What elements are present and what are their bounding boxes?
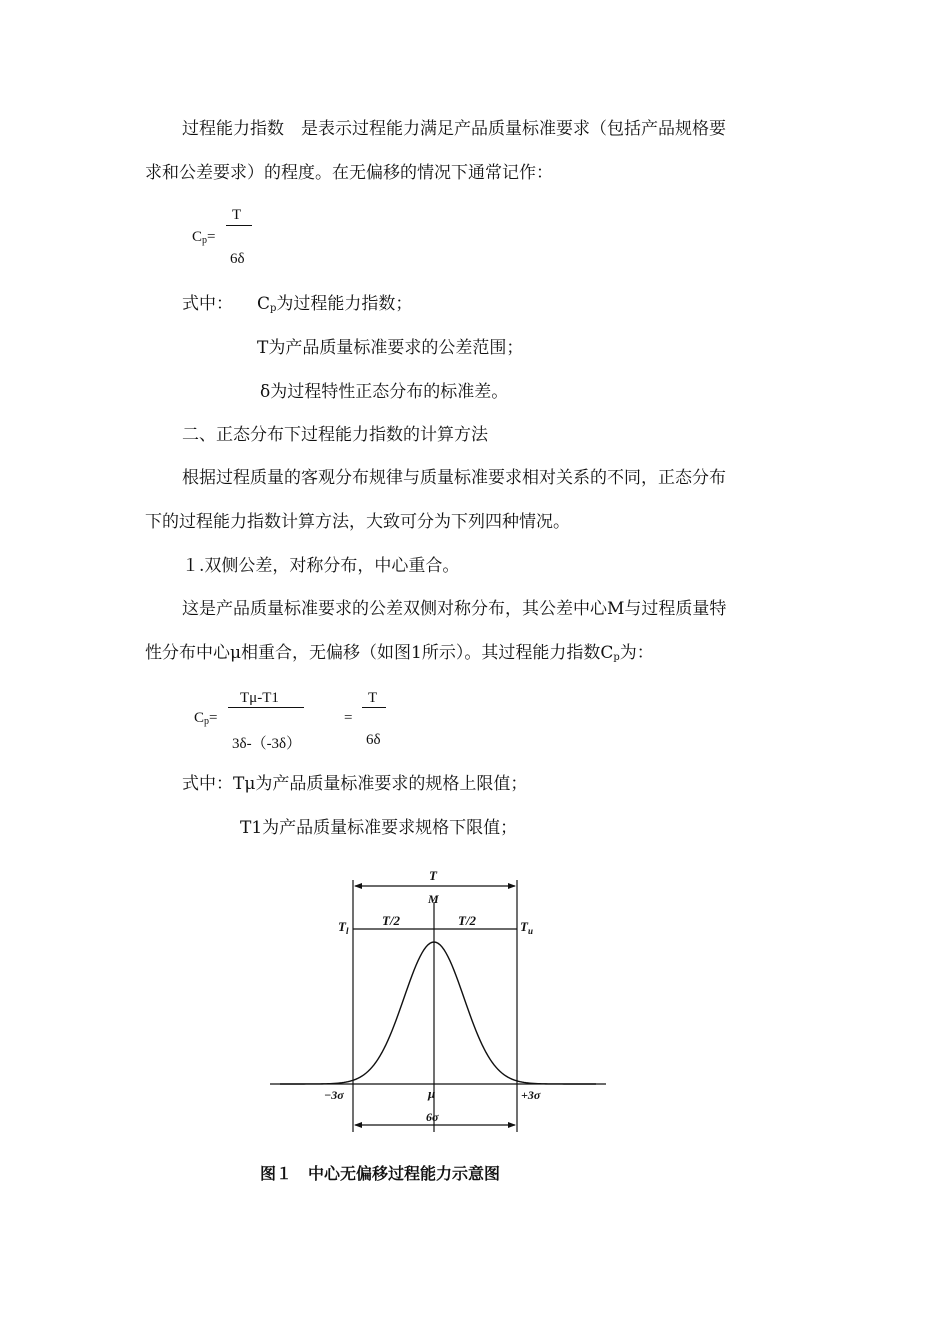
- cp-sub: p: [204, 716, 210, 727]
- where1-cp-text: 为过程能力指数；: [276, 294, 413, 314]
- where1-t: T为产品质量标准要求的公差范围；: [257, 338, 524, 358]
- case1-heading: １.双侧公差，对称分布，中心重合。: [182, 556, 460, 576]
- formula-1: [190, 205, 270, 265]
- cp-sub: p: [613, 652, 620, 663]
- fig-label-T: T: [429, 868, 437, 883]
- fig-label-T1-sub: l: [345, 926, 349, 936]
- fig-label-T1-base: T: [338, 919, 346, 934]
- formula2-lhs: $C_p=$: [194, 710, 218, 727]
- cp-base: C: [192, 229, 203, 245]
- formula2-numerator: Tμ-T1: [240, 690, 279, 706]
- para3-line2-suffix: 为：: [619, 643, 654, 663]
- formula2-fraction-bar: [228, 707, 304, 708]
- fig-label-half-left: T/2: [382, 913, 401, 928]
- fig-label-T1: [338, 919, 349, 936]
- fig-label-minus3s: −3σ: [324, 1088, 344, 1102]
- para2-line1: 根据过程质量的客观分布规律与质量标准要求相对关系的不同，正态分布: [182, 468, 726, 488]
- fig-label-mu: μ: [428, 1086, 436, 1101]
- formula1-lhs: $C_p=$: [192, 229, 216, 246]
- para3-line1: 这是产品质量标准要求的公差双侧对称分布，其公差中心M与过程质量特: [182, 599, 727, 619]
- formula1-denominator: 6δ: [230, 251, 245, 267]
- cp-sub: p: [202, 235, 208, 246]
- normal-curve: [280, 942, 596, 1084]
- fig-label-Tu-base: T: [520, 919, 528, 934]
- cp-base: C: [194, 710, 205, 726]
- para3-line2: [145, 642, 654, 669]
- fig-label-Tu: [520, 919, 533, 936]
- para1-line1: 过程能力指数 是表示过程能力满足产品质量标准要求（包括产品规格要: [182, 119, 726, 139]
- where1-label: 式中：: [182, 294, 233, 314]
- section-heading: 二、正态分布下过程能力指数的计算方法: [182, 425, 488, 445]
- cp-sub: p: [270, 303, 277, 314]
- fig-label-M: M: [428, 892, 439, 906]
- fig-label-6s: 6σ: [426, 1110, 439, 1124]
- formula-2: [192, 688, 412, 750]
- fig-label-Tu-sub: u: [527, 926, 533, 936]
- formula2-numerator-2: T: [368, 690, 378, 706]
- para1-line2: 求和公差要求）的程度。在无偏移的情况下通常记作：: [145, 163, 553, 183]
- where1-delta: δ为过程特性正态分布的标准差。: [260, 382, 509, 402]
- para3-line2-text: 性分布中心μ相重合，无偏移（如图1所示）。其过程能力指数: [145, 643, 601, 663]
- cp-base: C: [600, 643, 614, 663]
- fig-label-half-right: T/2: [458, 913, 477, 928]
- where2-tu: 式中：Tμ为产品质量标准要求的规格上限值；: [182, 774, 528, 794]
- formula1-numerator: T: [232, 207, 242, 223]
- formula2-denominator-2: 6δ: [366, 732, 381, 748]
- where1-cp: [257, 293, 412, 320]
- formula2-equals: =: [344, 710, 353, 726]
- where2-tl: T1为产品质量标准要求规格下限值；: [240, 818, 518, 838]
- figure-caption: 图１ 中心无偏移过程能力示意图: [260, 1164, 501, 1183]
- para2-line2: 下的过程能力指数计算方法，大致可分为下列四种情况。: [145, 512, 570, 532]
- figure-1-diagram: [262, 862, 612, 1144]
- formula1-fraction-bar: [226, 225, 252, 226]
- formula2-fraction-bar-2: [362, 707, 386, 708]
- formula2-denominator: 3δ-（-3δ）: [232, 736, 302, 752]
- fig-label-plus3s: +3σ: [521, 1088, 541, 1102]
- cp-base: C: [257, 294, 271, 314]
